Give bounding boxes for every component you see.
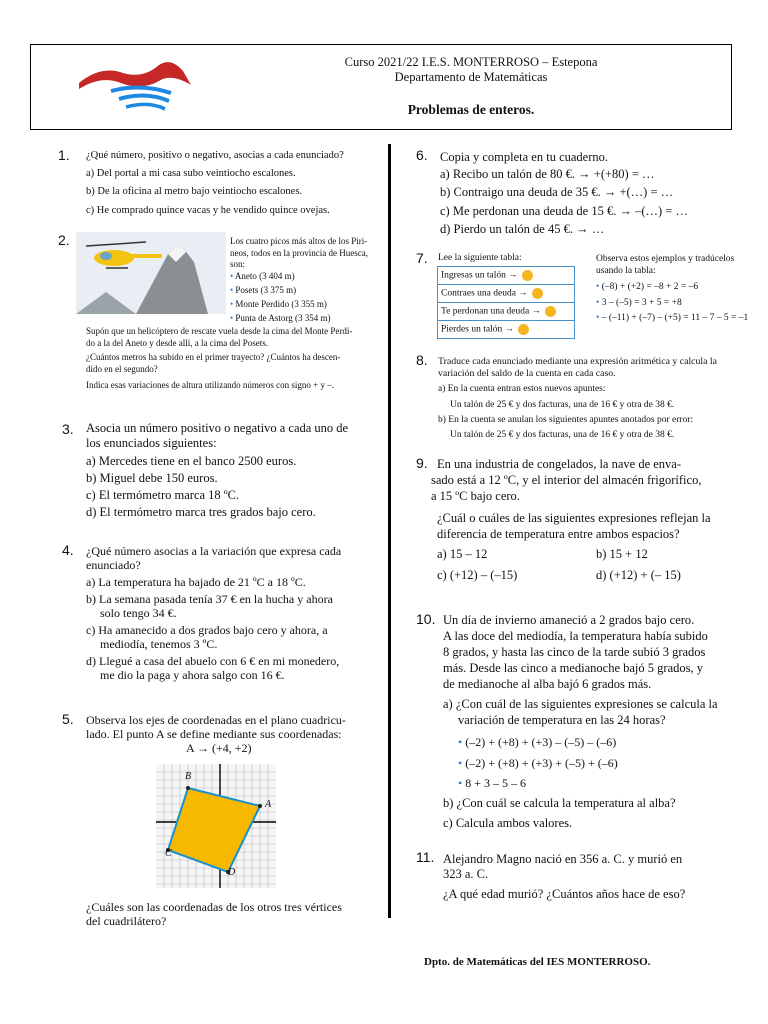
- problem-item-c: c) Calcula ambos valores.: [443, 816, 573, 830]
- expression-option: • (–2) + (+8) + (+3) – (–5) – (–6): [458, 735, 617, 749]
- coordinate-grid: [156, 764, 276, 888]
- problem-item-a: a) En la cuenta entran estos nuevos apuntes:: [438, 384, 606, 394]
- vertex-label-d: D: [228, 867, 236, 878]
- problem-item-c: c) Ha amanecido a dos grados bajo cero y ahora, a: [86, 623, 328, 637]
- problem-item-b: b) Miguel debe 150 euros.: [86, 471, 218, 485]
- problem-item-a: variación de temperatura en las 24 horas?: [458, 713, 666, 727]
- problem-item-c: mediodía, tenemos 3 ºC.: [100, 637, 218, 651]
- problem-item-b: b) De la oficina al metro bajo veintiocho escalones.: [86, 186, 303, 197]
- problem-item-d: me dio la paga y ahora salgo con 16 €.: [100, 668, 285, 682]
- sad-face-icon: [532, 288, 543, 299]
- intro-line: son:: [230, 259, 246, 269]
- happy-face-icon: [545, 306, 556, 317]
- problem-number: 9.: [416, 455, 428, 471]
- problem-item-a: a) ¿Con cuál de las siguientes expresiones se calcula la: [443, 697, 718, 711]
- intro-line: neos, todos en la provincia de Huesca,: [230, 248, 368, 258]
- problem-number: 3.: [62, 421, 74, 437]
- option-a: a) 15 – 12: [437, 547, 488, 561]
- table-row: Contraes una deuda →: [438, 285, 575, 303]
- expression-option: • (–2) + (+8) + (+3) + (–5) + (–6): [458, 756, 618, 770]
- page-title: Problemas de enteros.: [407, 102, 535, 117]
- problem-stem: Asocia un número positivo o negativo a cada uno de: [86, 421, 349, 435]
- problem-item-a: a) La temperatura ha bajado de 21 ºC a 18 ºC.: [86, 575, 306, 589]
- school-logo: [71, 55, 201, 121]
- problem-item-a: a) Del portal a mi casa subo veintiocho escalones.: [86, 168, 296, 179]
- problem-stem: los enunciados siguientes:: [86, 436, 217, 450]
- option-b: b) 15 + 12: [596, 547, 648, 561]
- translation-table: [437, 266, 575, 339]
- happy-face-icon: [522, 270, 533, 281]
- option-c: c) (+12) – (–15): [437, 568, 518, 582]
- problem-text: sado está a 12 ºC, y el interior del almacén frigorífico,: [431, 473, 702, 487]
- helicopter-mountain-illustration: [76, 232, 226, 314]
- problem-text: A las doce del mediodía, la temperatura había subido: [443, 629, 708, 643]
- problem-stem: ¿Qué número asocias a la variación que expresa cada: [86, 544, 342, 558]
- problem-number: 8.: [416, 352, 428, 368]
- peak-item: • Aneto (3 404 m): [230, 271, 295, 281]
- problem-stem: Traduce cada enunciado mediante una expresión aritmética y calcula la: [438, 356, 717, 367]
- problem-text: Alejandro Magno nació en 356 a. C. y murió en: [443, 852, 683, 866]
- table-row: Ingresas un talón →: [438, 267, 575, 285]
- intro-line: Los cuatro picos más altos de los Piri-: [230, 236, 368, 246]
- problem-stem: lado. El punto A se define mediante sus coordenadas:: [86, 727, 342, 741]
- problem-item-b: b) Contraigo una deuda de 35 €. → +(…) = …: [440, 185, 674, 199]
- problem-text: 323 a. C.: [443, 867, 489, 881]
- problem-item-a-detail: Un talón de 25 € y dos facturas, una de 16 € y otra de 38 €.: [450, 400, 675, 410]
- problem-text: Indica esas variaciones de altura utilizando números con signo + y –.: [86, 380, 335, 390]
- header-department: Departamento de Matemáticas: [394, 70, 548, 84]
- table-row: Pierdes un talón →: [438, 321, 575, 339]
- problem-number: 6.: [416, 147, 428, 163]
- problem-item-a: a) Mercedes tiene en el banco 2500 euros.: [86, 454, 297, 468]
- problem-item-b: solo tengo 34 €.: [100, 606, 177, 620]
- problem-question: ¿Cuáles son las coordenadas de los otros tres vértices: [86, 900, 342, 914]
- problem-item-b-detail: Un talón de 25 € y dos facturas, una de 16 € y otra de 38 €.: [450, 430, 675, 440]
- problem-item-c: c) Me perdonan una deuda de 15 €. → –(…) = …: [440, 204, 688, 218]
- problem-text: do a la del Aneto y desde allí, a la cima del Posets.: [86, 338, 268, 348]
- peak-item: • Posets (3 375 m): [230, 285, 297, 295]
- problem-text: Un día de invierno amaneció a 2 grados bajo cero.: [443, 613, 695, 627]
- problem-item-a: a) Recibo un talón de 80 €. → +(+80) = …: [440, 167, 655, 181]
- problem-text: ¿Cuántos metros ha subido en el primer trayecto? ¿Cuántos ha descen-: [86, 352, 341, 362]
- vertex-label-b: B: [185, 771, 192, 782]
- problem-stem: ¿Qué número, positivo o negativo, asocias a cada enunciado?: [86, 150, 344, 161]
- problem-item-b: b) En la cuenta se anulan los siguientes apuntes anotados por error:: [438, 415, 694, 425]
- problem-stem: Observa los ejes de coordenadas en el plano cuadricu-: [86, 713, 346, 727]
- problem-item-b: b) ¿Con cuál se calcula la temperatura al alba?: [443, 796, 676, 810]
- problem-text: ¿Cuál o cuáles de las siguientes expresiones reflejan la: [437, 511, 711, 525]
- peak-item: • Monte Perdido (3 355 m): [230, 299, 327, 309]
- expression-option: • 8 + 3 – 5 – 6: [458, 776, 526, 790]
- problem-text: dido en el segundo?: [86, 364, 158, 374]
- problem-number: 1.: [58, 147, 70, 163]
- problem-text: más. Desde las cinco a medianoche bajó 5 grados, y: [443, 661, 703, 675]
- problem-item-d: d) El termómetro marca tres grados bajo cero.: [86, 505, 316, 519]
- problem-stem: Lee la siguiente tabla:: [438, 253, 522, 263]
- problem-text: diferencia de temperatura entre ambos espacios?: [437, 527, 680, 541]
- problem-number: 5.: [62, 711, 74, 727]
- problem-item-b: b) La semana pasada tenía 37 € en la hucha y ahora: [86, 592, 333, 606]
- problem-item-c: c) He comprado quince vacas y he vendido quince ovejas.: [86, 205, 330, 216]
- example-item: • (–8) + (+2) = –8 + 2 = –6: [596, 282, 699, 292]
- example-item: • 3 – (–5) = 3 + 5 = +8: [596, 298, 682, 308]
- problem-number: 4.: [62, 542, 74, 558]
- problem-number: 10.: [416, 611, 436, 627]
- problem-item-c: c) El termómetro marca 18 ºC.: [86, 488, 240, 502]
- page-footer: Dpto. de Matemáticas del IES MONTERROSO.: [424, 956, 651, 968]
- problem-text: Supón que un helicóptero de rescate vuela desde la cima del Monte Perdi-: [86, 326, 353, 336]
- problem-text: En una industria de congelados, la nave de enva-: [437, 457, 682, 471]
- column-divider: [388, 144, 391, 918]
- problem-number: 11.: [416, 849, 435, 865]
- option-d: d) (+12) + (– 15): [596, 568, 681, 582]
- problem-text: 8 grados, y hasta las cinco de la tarde subió 3 grados: [443, 645, 706, 659]
- sad-face-icon: [518, 324, 529, 335]
- problem-text: ¿A qué edad murió? ¿Cuántos años hace de eso?: [443, 887, 686, 901]
- problem-text: a 15 ºC bajo cero.: [431, 489, 520, 503]
- example-item: • – (–11) + (–7) – (+5) = 11 – 7 – 5 = –1: [596, 313, 749, 323]
- problem-number: 2.: [58, 232, 70, 248]
- problem-stem: enunciado?: [86, 558, 141, 572]
- problem-question: del cuadrilátero?: [86, 914, 167, 928]
- problem-number: 7.: [416, 250, 428, 266]
- problem-text: de medianoche al alba bajó 6 grados más.: [443, 677, 652, 691]
- vertex-label-c: C: [165, 848, 172, 859]
- point-coordinates: A → (+4, +2): [186, 741, 252, 755]
- document-header: [30, 44, 732, 130]
- problem-stem: variación del saldo de la cuenta en cada caso.: [438, 368, 616, 379]
- peak-item: • Punta de Astorg (3 354 m): [230, 313, 331, 323]
- vertex-label-a: A: [265, 799, 272, 810]
- examples-intro: Observa estos ejemplos y tradúcelos: [596, 254, 735, 264]
- examples-intro: usando la tabla:: [596, 266, 656, 276]
- header-course-line: Curso 2021/22 I.E.S. MONTERROSO – Estepona: [344, 55, 598, 69]
- problem-item-d: d) Pierdo un talón de 45 €. → …: [440, 222, 605, 236]
- problem-stem: Copia y completa en tu cuaderno.: [440, 150, 608, 164]
- table-row: Te perdonan una deuda →: [438, 303, 575, 321]
- problem-item-d: d) Llegué a casa del abuelo con 6 € en mi monedero,: [86, 654, 340, 668]
